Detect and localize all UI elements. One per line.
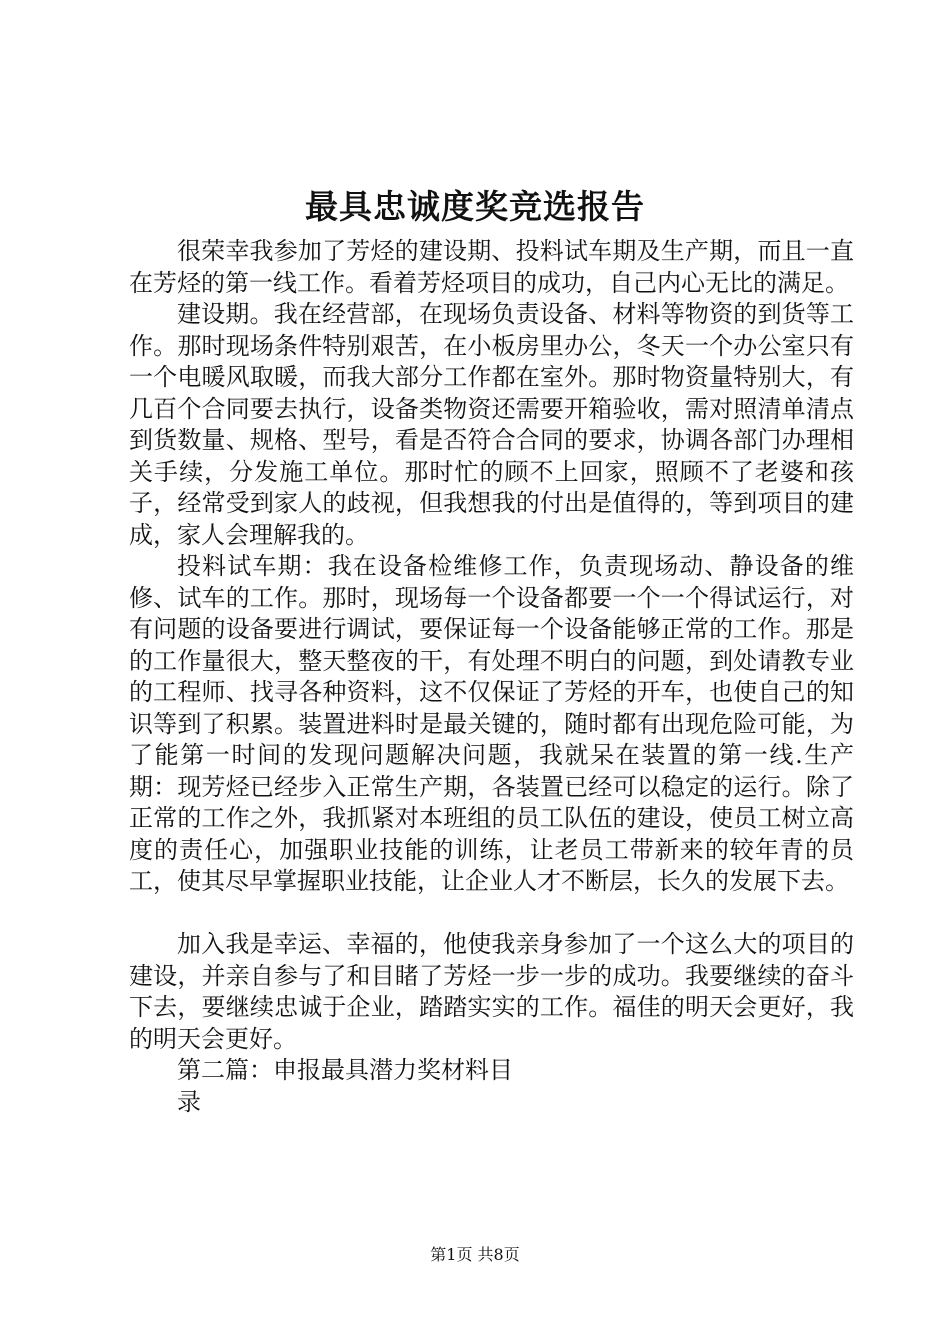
paragraph-construction-phase: 建设期。我在经营部，在现场负责设备、材料等物资的到货等工作。那时现场条件特别艰苦，在小板房里办公，冬天一个办公室只有一个电暖风取暖，而我大部分工作都在室外。那时物资量特别大，有几百个合同要去执行，设备类物资还需要开箱验收，需对照清单清点到货数量、规格、型号，看是否符合合同的要求，协调各部门办理相关手续，分发施工单位。那时忙的顾不上回家，照顾不了老婆和孩子，经常受到家人的歧视，但我想我的付出是值得的，等到项目的建成，家人会理解我的。 [129, 300, 854, 549]
next-section-heading: 第二篇：申报最具潜力奖材料目 [177, 1056, 513, 1084]
next-section-heading-continued: 录 [177, 1087, 201, 1116]
paragraph-trial-run-phase: 投料试车期：我在设备检维修工作，负责现场动、静设备的维修、试车的工作。那时，现场每一个设备都要一个一个得试运行，对有问题的设备要进行调试，要保证每一个设备能够正常的工作。那是的工作量很大，整天整夜的干，有处理不明白的问题，到处请教专业的工程师、找寻各种资料，这不仅保证了芳烃的开车，也使自己的知识等到了积累。装置进料时是最关键的，随时都有出现危险可能，为了能第一时间的发现问题解决问题，我就呆在装置的第一线.生产期：现芳烃已经步入正常生产期，各装置已经可以稳定的运行。除了正常的工作之外，我抓紧对本班组的员工队伍的建设，使员工树立高度的责任心，加强职业技能的训练，让老员工带新来的较年青的员工，使其尽早掌握职业技能，让企业人才不断层，长久的发展下去。 [129, 552, 854, 895]
document-title: 最具忠诚度奖竞选报告 [305, 187, 645, 226]
paragraph-intro: 很荣幸我参加了芳烃的建设期、投料试车期及生产期，而且一直在芳烃的第一线工作。看着芳烃项目的成功，自己内心无比的满足。 [129, 237, 854, 297]
document-body [129, 236, 854, 1118]
page-number-footer: 第1页 共8页 [430, 1245, 520, 1264]
paragraph-conclusion: 加入我是幸运、幸福的，他使我亲身参加了一个这么大的项目的建设，并亲自参与了和目睹了芳烃一步一步的成功。我要继续的奋斗下去，要继续忠诚于企业，踏踏实实的工作。福佳的明天会更好，我的明天会更好。 [129, 930, 854, 1053]
